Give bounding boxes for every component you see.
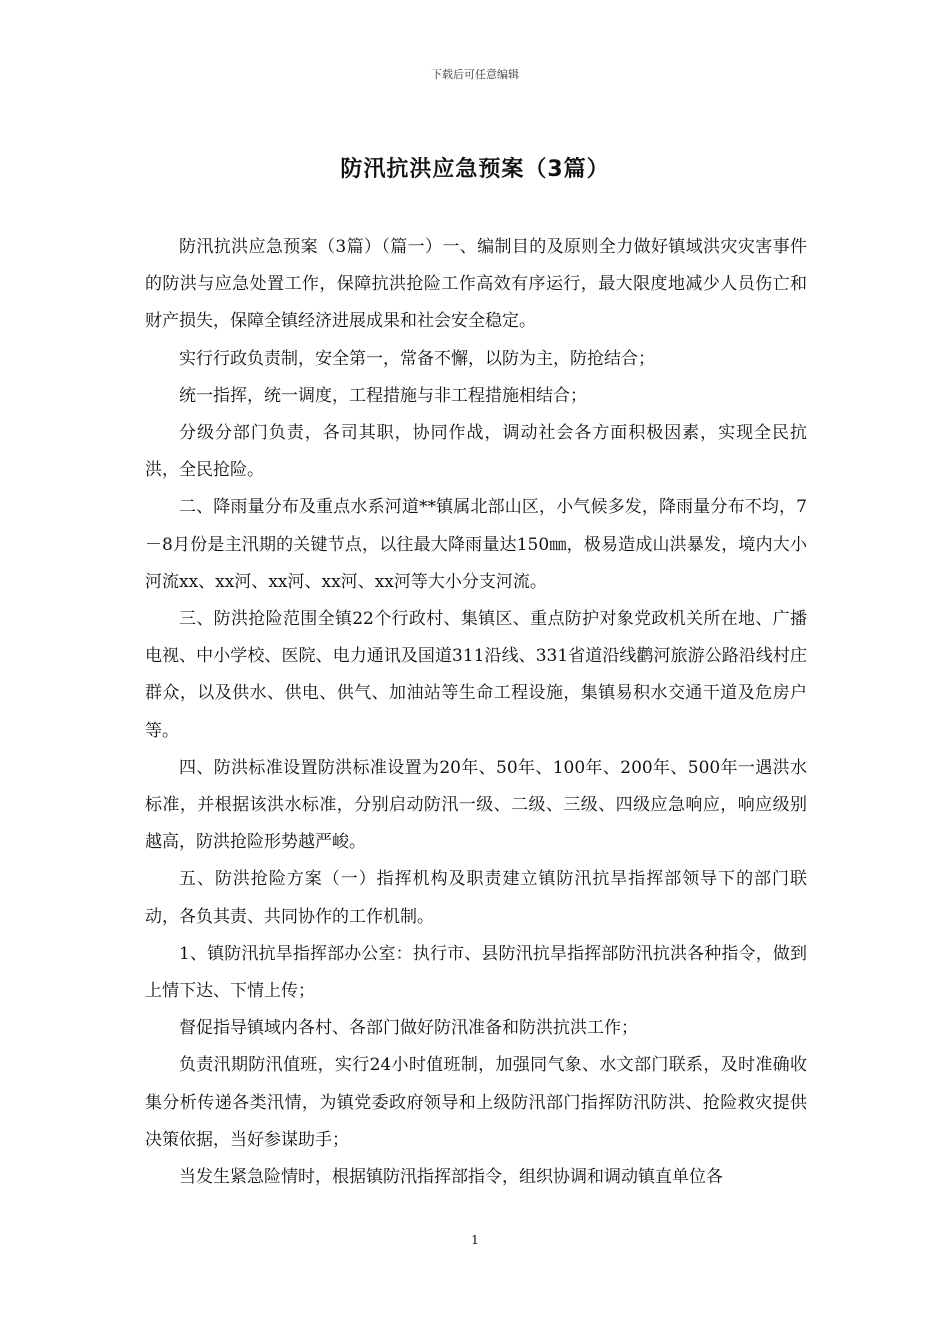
paragraph: 实行行政负责制，安全第一，常备不懈，以防为主，防抢结合； [179,348,655,369]
paragraph: 分级分部门负责，各司其职，协同作战，调动社会各方面积极因素，实现全民抗洪，全民抢险。 [145,423,807,481]
page-header: 下载后可任意编辑 [431,68,519,81]
paragraph: 三、防洪抢险范围全镇22个行政村、集镇区、重点防护对象党政机关所在地、广播电视、中小学校、医院、电力通讯及国道311沿线、331省道沿线鹳河旅游公路沿线村庄群众，以及供水、供电、供气、加油站等生命工程设施，集镇易积水交通干道及危房户等。 [145,609,807,741]
paragraph: 1、镇防汛抗旱指挥部办公室：执行市、县防汛抗旱指挥部防汛抗洪各种指令，做到上情下达、下情上传； [145,943,807,1002]
paragraph: 督促指导镇域内各村、各部门做好防汛准备和防洪抗洪工作； [179,1018,638,1039]
paragraph: 当发生紧急险情时，根据镇防汛指挥部指令，组织协调和调动镇直单位各 [179,1167,723,1188]
page-number: 1 [471,1233,479,1247]
paragraph: 防汛抗洪应急预案（3篇）（篇一）一、编制目的及原则全力做好镇域洪灾灾害事件的防洪与应急处置工作，保障抗洪抢险工作高效有序运行，最大限度地减少人员伤亡和财产损失，保障全镇经济进展成果和社会安全稳定。 [145,237,807,332]
paragraph: 五、防洪抢险方案（一）指挥机构及职责建立镇防汛抗旱指挥部领导下的部门联动，各负其责、共同协作的工作机制。 [145,869,807,927]
paragraph: 二、降雨量分布及重点水系河道**镇属北部山区，小气候多发，降雨量分布不均，7－8月份是主汛期的关键节点，以往最大降雨量达150㎜，极易造成山洪暴发，境内大小河流xx、xx河、xx河、xx河、xx河等大小分支河流。 [145,497,807,592]
paragraph: 四、防洪标准设置防洪标准设置为20年、50年、100年、200年、500年一遇洪水标准，并根据该洪水标准，分别启动防汛一级、二级、三级、四级应急响应，响应级别越高，防洪抢险形势越严峻。 [145,757,807,853]
document-body [145,229,807,1196]
paragraph: 统一指挥，统一调度，工程措施与非工程措施相结合； [179,385,587,406]
paragraph: 负责汛期防汛值班，实行24小时值班制，加强同气象、水文部门联系，及时准确收集分析传递各类汛情，为镇党委政府领导和上级防汛部门指挥防汛防洪、抢险救灾提供决策依据，当好参谋助手； [145,1055,807,1150]
document-title: 防汛抗洪应急预案（3篇） [340,157,610,182]
